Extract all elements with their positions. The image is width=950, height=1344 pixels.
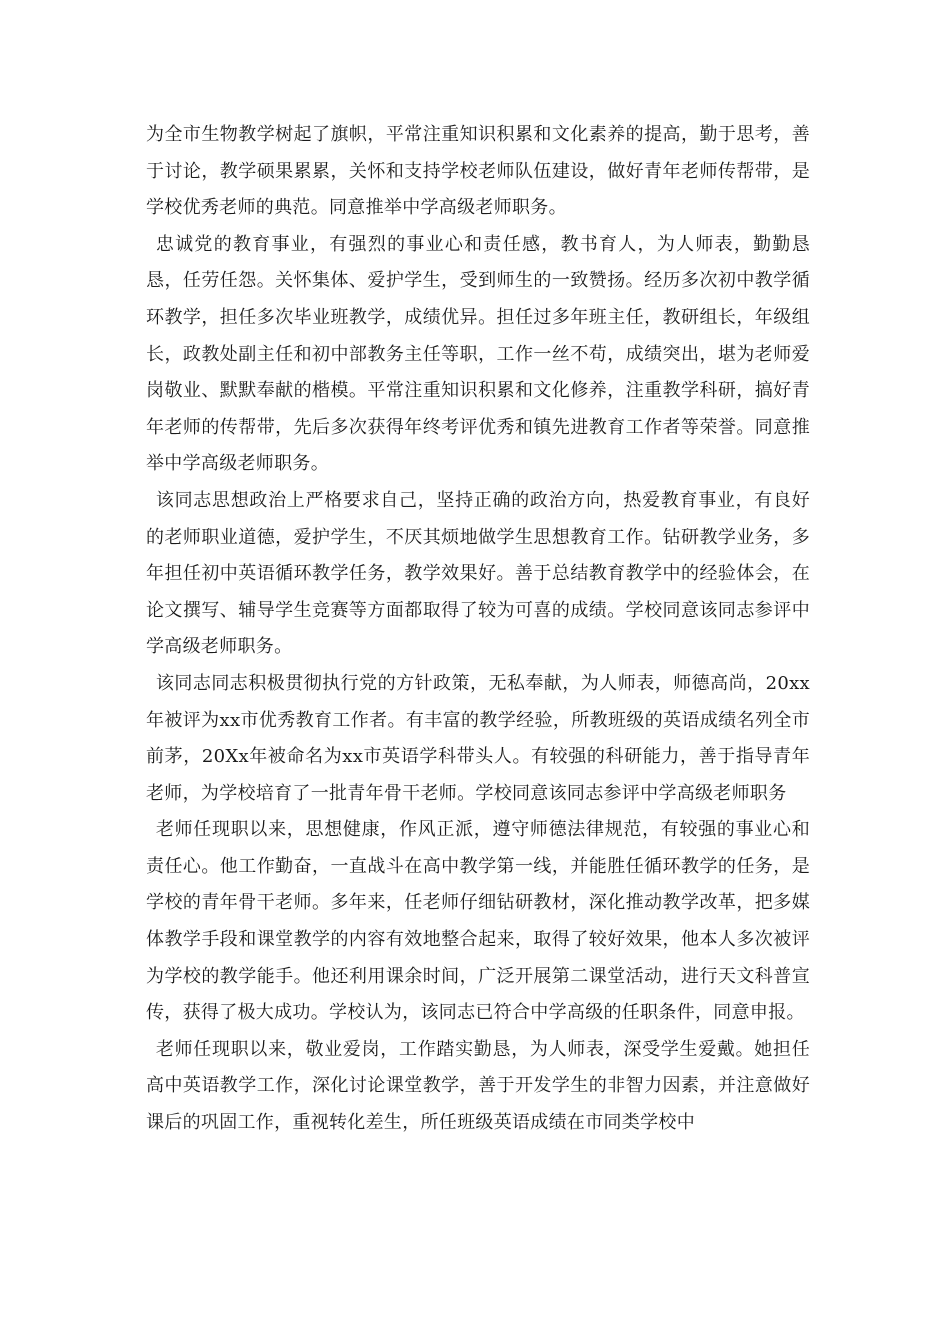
paragraph-recommendation-3: 该同志思想政治上严格要求自己，坚持正确的政治方向，热爱教育事业，有良好的老师职业道德，爱护学生，不厌其烦地做学生思想教育工作。钻研教学业务，多年担任初中英语循环教学任务，教学效果好。善于总结教育教学中的经验体会，在论文撰写、辅导学生竞赛等方面都取得了较为可喜的成绩。学校同意该同志参评中学高级老师职务。 (146, 489, 810, 658)
paragraph-recommendation-2: 忠诚党的教育事业，有强烈的事业心和责任感，教书育人，为人师表，勤勤恳恳，任劳任怨。关怀集体、爱护学生，受到师生的一致赞扬。经历多次初中教学循环教学，担任多次毕业班教学，成绩优异。担任过多年班主任，教研组长，年级组长，政教处副主任和初中部教务主任等职，工作一丝不苟，成绩突出，堪为老师爱岗敬业、默默奉献的楷模。平常注重知识积累和文化修养，注重教学科研，搞好青年老师的传帮带，先后多次获得年终考评优秀和镇先进教育工作者等荣誉。同意推举中学高级老师职务。 (146, 233, 810, 475)
paragraph-continuation: 为全市生物教学树起了旗帜，平常注重知识积累和文化素养的提高，勤于思考，善于讨论，教学硕果累累，关怀和支持学校老师队伍建设，做好青年老师传帮带，是学校优秀老师的典范。同意推举中学高级老师职务。 (146, 124, 810, 219)
paragraph-recommendation-6: 老师任现职以来，敬业爱岗，工作踏实勤恳，为人师表，深受学生爱戴。她担任高中英语教学工作，深化讨论课堂教学，善于开发学生的非智力因素，并注意做好课后的巩固工作，重视转化差生，所任班级英语成绩在市同类学校中 (146, 1038, 810, 1134)
paragraph-recommendation-5: 老师任现职以来，思想健康，作风正派，遵守师德法律规范，有较强的事业心和责任心。他工作勤奋，一直战斗在高中教学第一线，并能胜任循环教学的任务，是学校的青年骨干老师。多年来，任老师仔细钻研教材，深化推动教学改革，把多媒体教学手段和课堂教学的内容有效地整合起来，取得了较好效果，他本人多次被评为学校的教学能手。他还利用课余时间，广泛开展第二课堂活动，进行天文科普宣传，获得了极大成功。学校认为，该同志已符合中学高级的任职条件，同意申报。 (146, 819, 810, 1024)
paragraph-recommendation-4: 该同志同志积极贯彻执行党的方针政策，无私奉献，为人师表，师德高尚，20xx年被评为xx市优秀教育工作者。有丰富的教学经验，所教班级的英语成绩名列全市前茅，20Xx年被命名为xx市英语学科带头人。有较强的科研能力，善于指导青年老师，为学校培育了一批青年骨干老师。学校同意该同志参评中学高级老师职务 (146, 672, 810, 804)
document-body (146, 117, 810, 1142)
